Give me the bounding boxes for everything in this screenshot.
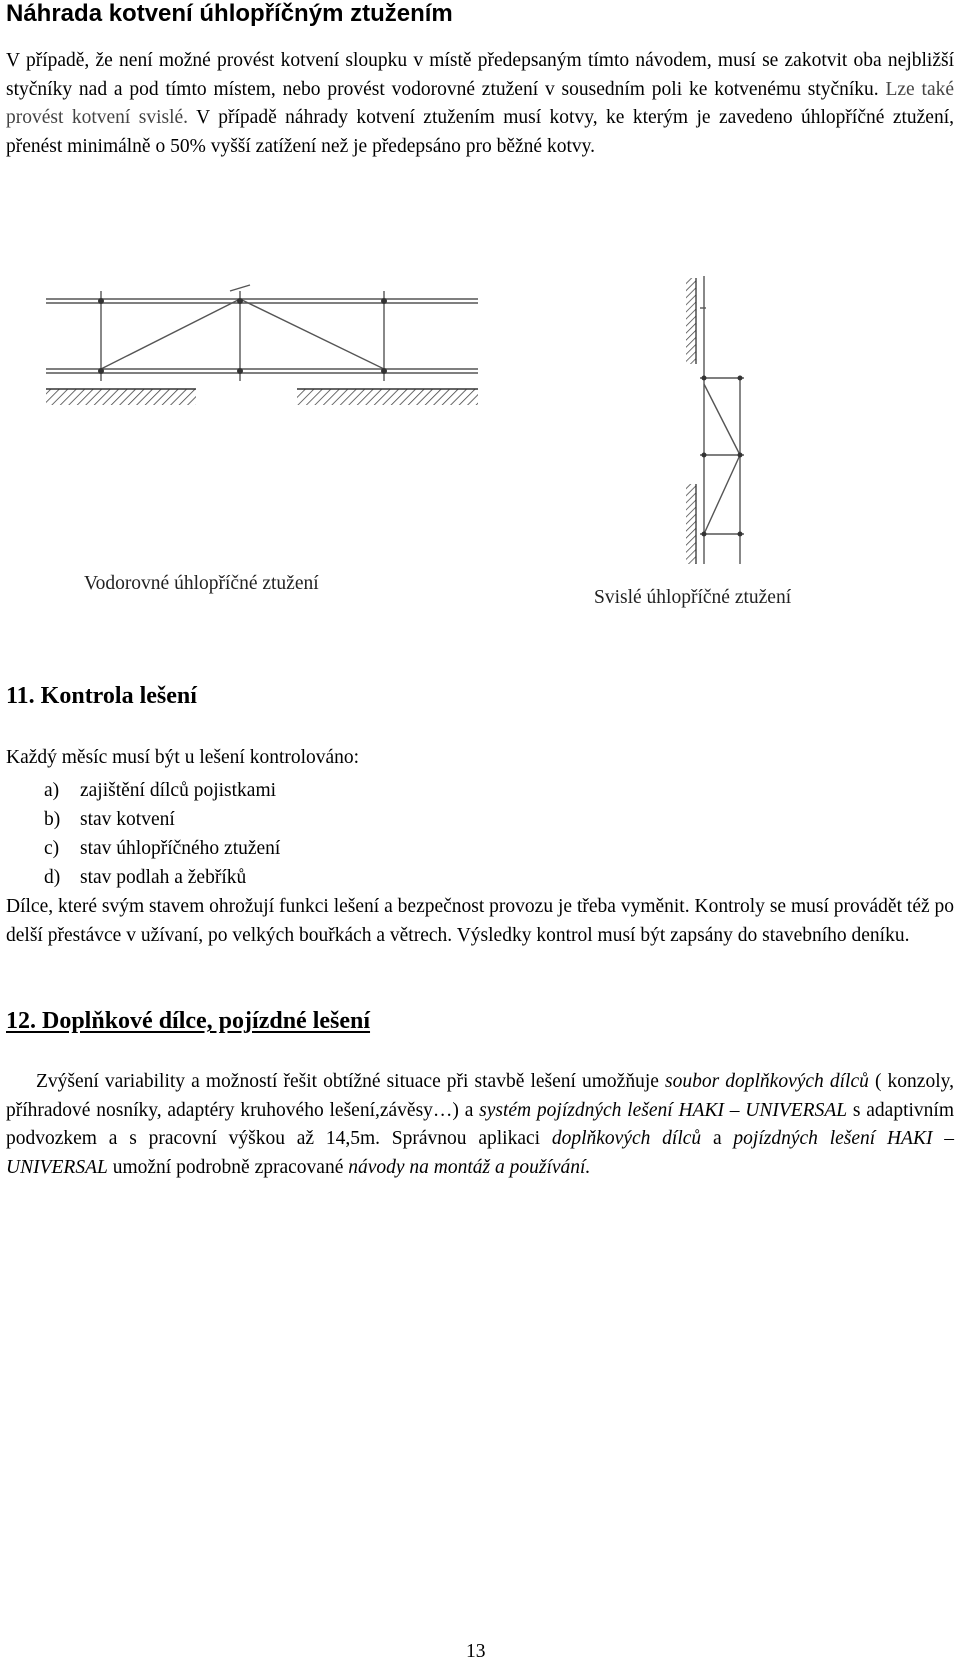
list-text: stav úhlopříčného ztužení <box>80 838 281 859</box>
node <box>702 376 707 381</box>
diagonal-brace <box>240 299 384 369</box>
emphasis-run: soubor doplňkových dílců <box>665 1071 869 1092</box>
node <box>738 376 743 381</box>
paragraph-line: Výsledky kontrol musí být zapsány do stavebního deníku. <box>456 924 910 946</box>
brace-stub <box>230 285 250 291</box>
text-run: Zvýšení variability a možností řešit obtížné situace při stavbě lešení umožňuje <box>36 1071 665 1092</box>
intro-line: V případě náhrady <box>188 107 348 128</box>
node <box>237 298 243 304</box>
list-item <box>44 776 280 805</box>
vertical-bracing-caption: Svislé úhlopříčné ztužení <box>594 587 792 608</box>
text-run: a <box>701 1128 734 1149</box>
paragraph-line: Dílce, které svým stavem ohrožují funkci lešení a bezpečnost provozu je třeba vyměnit. <box>6 896 690 917</box>
section-title: Náhrada kotvení úhlopříčným ztužením <box>6 0 453 27</box>
wall-hatch-upper <box>686 278 696 364</box>
intro-line: se zakotvit oba nejbližší styčníky nad a pod tímto místem, nebo provést vodorovné ztužení <box>6 50 954 100</box>
list-text: stav podlah a žebříků <box>80 867 247 888</box>
emphasis-run: pojízdných lešení HAKI – UNIVERSAL <box>6 1128 955 1178</box>
emphasis-run: systém pojízdných lešení HAKI – UNIVERSAL <box>479 1099 848 1121</box>
page-number: 13 <box>466 1641 486 1662</box>
list-item <box>44 805 280 834</box>
diagonal-brace <box>704 455 740 534</box>
list-marker: d) <box>44 867 61 888</box>
list-marker: a) <box>44 780 60 801</box>
node <box>702 532 707 537</box>
wall-hatch-left <box>46 389 196 405</box>
section-12-heading: 12. Doplňkové dílce, pojízdné lešení <box>6 1008 371 1034</box>
diagonal-brace <box>704 384 740 455</box>
list-text: stav kotvení <box>80 809 175 830</box>
intro-line: V případě, že není možné provést kotvení sloupku v místě předepsaným tímto návodem, musí <box>6 50 756 71</box>
node <box>237 368 243 374</box>
emphasis-run: doplňkových dílců <box>551 1128 702 1149</box>
section-11-intro: Každý měsíc musí být u lešení kontrolováno: <box>6 747 360 768</box>
vertical-bracing-diagram <box>686 276 776 566</box>
list-text: zajištění dílců pojistkami <box>80 780 277 801</box>
inspection-list <box>44 776 280 892</box>
intro-paragraph <box>6 47 954 161</box>
emphasis-run: návody na montáž a používání. <box>348 1156 591 1178</box>
list-item <box>44 863 280 892</box>
intro-line: kotvení ztužením musí kotvy, ke kterým je zavedeno úhlopříčné ztužení, přenést minimálně o <box>6 107 954 157</box>
section-11-paragraph <box>6 893 954 950</box>
wall-hatch-right <box>297 389 478 405</box>
wall-hatch-lower <box>686 484 696 564</box>
diagonal-brace <box>101 299 240 369</box>
node <box>381 368 387 374</box>
node <box>98 368 104 374</box>
list-item <box>44 834 280 863</box>
intro-line: 50% vyšší zatížení než je předepsáno pro běžné kotvy. <box>170 135 595 157</box>
text-run: s adaptivním podvozkem a s pracovní výškou až 14,5m. Správnou aplikaci <box>6 1099 954 1149</box>
node <box>738 532 743 537</box>
node <box>702 453 707 458</box>
intro-line-gray: Lze také provést kotvení svislé. <box>6 78 955 128</box>
section-12-paragraph <box>6 1068 954 1182</box>
section-11-heading: 11. Kontrola lešení <box>6 683 197 709</box>
text-run: ( konzoly, příhradové nosníky, adaptéry kruhového lešení,závěsy…) a <box>6 1071 954 1121</box>
list-marker: c) <box>44 838 60 859</box>
text-run: umožní podrobně zpracované <box>107 1156 349 1178</box>
node <box>98 298 104 304</box>
horizontal-bracing-caption: Vodorovné úhlopříčné ztužení <box>84 573 319 594</box>
list-marker: b) <box>44 809 61 830</box>
intro-line: v sousedním poli ke kotvenému styčníku. <box>544 78 879 100</box>
paragraph-line: Kontroly se musí provádět též po delší přestávce v užívaní, po velkých bouřkách a větrech. <box>6 896 955 946</box>
horizontal-bracing-diagram <box>44 285 484 415</box>
node <box>381 298 387 304</box>
node <box>738 453 743 458</box>
